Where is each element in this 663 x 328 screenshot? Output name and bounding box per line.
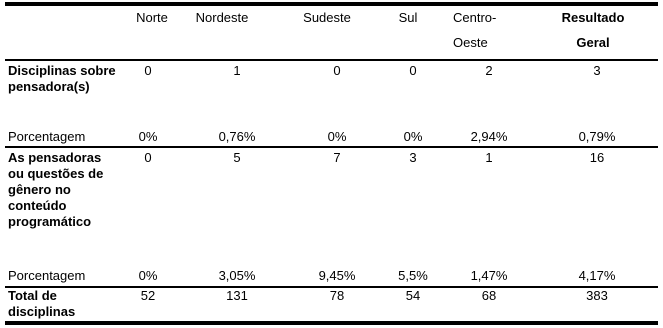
row-label-total-disciplinas: Total de disciplinas <box>8 288 76 319</box>
pct-r1-norte: 0% <box>138 129 158 144</box>
pct-label-r2: Porcentagem <box>8 268 86 283</box>
cell-r2-sudeste: 7 <box>333 150 341 165</box>
col-header-resultado-line1: Resultado <box>561 10 625 25</box>
cell-r1-sudeste: 0 <box>333 63 341 78</box>
pct-r2-norte: 0% <box>138 268 158 283</box>
pct-r2-sul: 5,5% <box>398 268 428 283</box>
cell-r3-nordeste: 131 <box>226 288 248 303</box>
cell-r1-resultado: 3 <box>593 63 601 78</box>
col-header-centro-oeste-line2: Oeste <box>453 35 488 50</box>
pct-r1-sul: 0% <box>403 129 423 144</box>
pct-r1-sudeste: 0% <box>327 129 347 144</box>
col-header-sudeste: Sudeste <box>303 10 351 25</box>
cell-r2-resultado: 16 <box>589 150 605 165</box>
cell-r2-norte: 0 <box>144 150 152 165</box>
cell-r3-sudeste: 78 <box>329 288 345 303</box>
pct-r1-centro-oeste: 2,94% <box>470 129 508 144</box>
header-rule <box>5 59 658 61</box>
cell-r2-nordeste: 5 <box>233 150 241 165</box>
cell-r3-centro-oeste: 68 <box>481 288 497 303</box>
pct-r2-centro-oeste: 1,47% <box>470 268 508 283</box>
cell-r1-centro-oeste: 2 <box>485 63 493 78</box>
cell-r3-norte: 52 <box>140 288 156 303</box>
col-header-norte: Norte <box>136 10 168 25</box>
col-header-nordeste: Nordeste <box>195 10 249 25</box>
pct-r2-resultado: 4,17% <box>578 268 616 283</box>
col-header-sul: Sul <box>398 10 418 25</box>
pct-label-r1: Porcentagem <box>8 129 86 144</box>
pct-r2-nordeste: 3,05% <box>218 268 256 283</box>
pct-r2-sudeste: 9,45% <box>318 268 356 283</box>
cell-r1-norte: 0 <box>144 63 152 78</box>
row-rule-1 <box>5 146 658 148</box>
cell-r3-resultado: 383 <box>586 288 608 303</box>
cell-r2-sul: 3 <box>409 150 417 165</box>
row-label-pensadoras-genero: As pensadoras ou questões de gênero no conteúdo programático <box>8 150 104 229</box>
top-rule <box>5 2 658 6</box>
cell-r3-sul: 54 <box>405 288 421 303</box>
pct-r1-resultado: 0,79% <box>578 129 616 144</box>
pct-r1-nordeste: 0,76% <box>218 129 256 144</box>
col-header-centro-oeste-line1: Centro- <box>453 10 497 25</box>
cell-r2-centro-oeste: 1 <box>485 150 493 165</box>
bottom-rule <box>5 321 658 325</box>
col-header-resultado-line2: Geral <box>576 35 610 50</box>
row-label-disciplinas-sobre-pensadoras: Disciplinas sobre pensadora(s) <box>8 63 116 94</box>
cell-r1-sul: 0 <box>409 63 417 78</box>
cell-r1-nordeste: 1 <box>233 63 241 78</box>
